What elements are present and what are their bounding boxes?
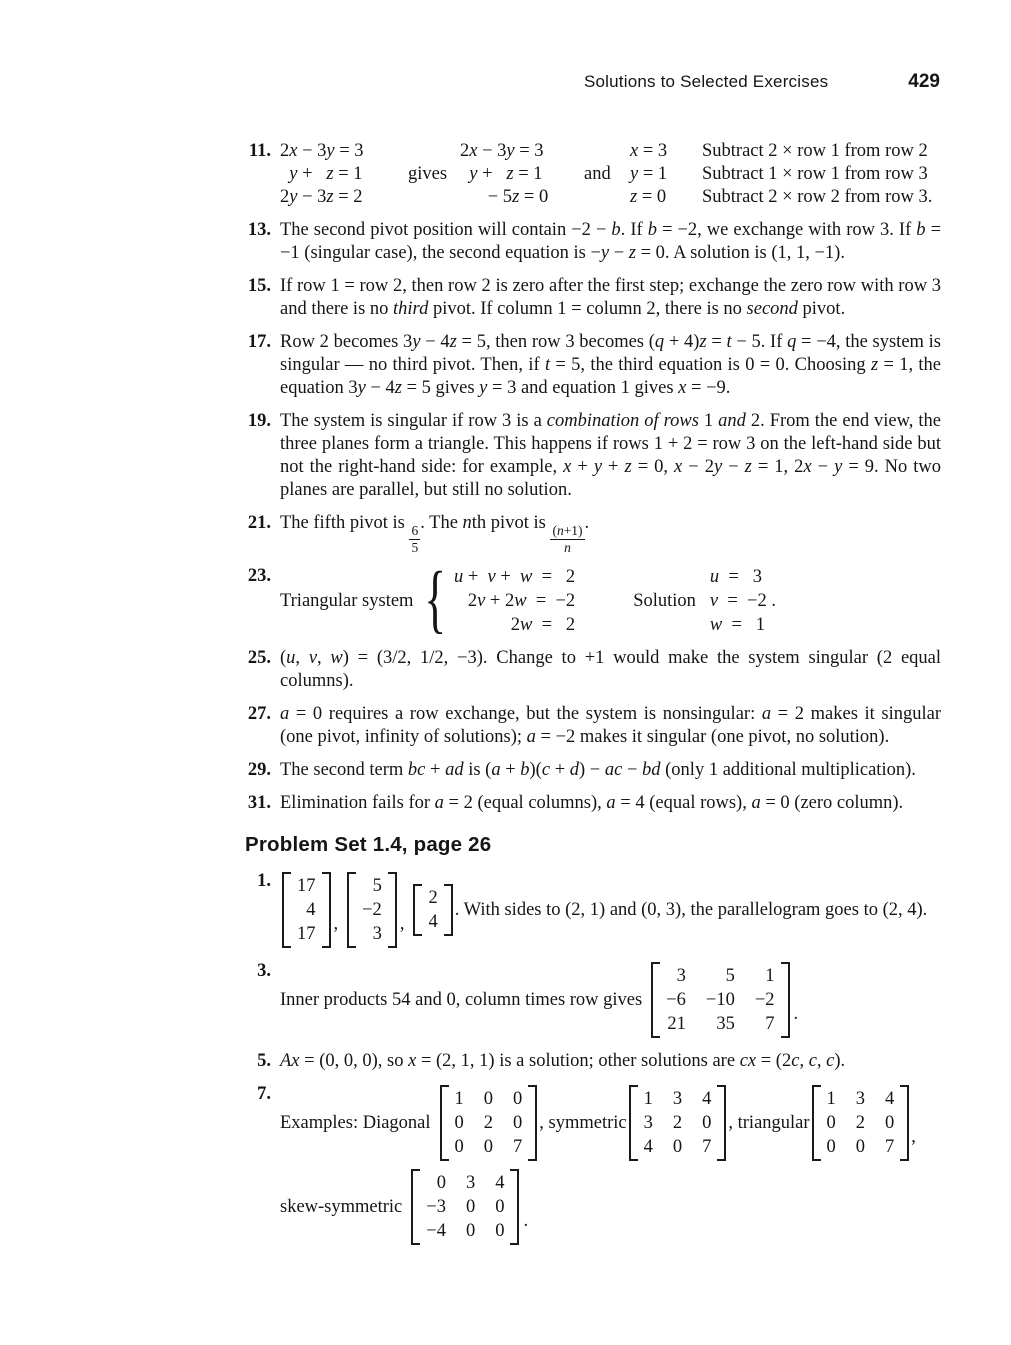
matrix-3x3 — [651, 962, 789, 1038]
problem-25 — [245, 647, 941, 693]
column-vector — [282, 872, 331, 948]
problem-text: Row 2 becomes 3y − 4z = 5, then row 3 becomes (q + 4)z = t − 5. If q = −4, the system is singular — no third pivot. Then, if t = 5, the third equation is 0 = 0. Choosing z = 1, the equation 3y − 4z = 5 gives y = 3 and equation 1 gives x = −9. — [280, 332, 941, 398]
matrix-cell: 0 — [826, 1113, 836, 1134]
section-heading: Problem Set 1.4, page 26 — [245, 833, 492, 857]
solution-label: Solution — [633, 590, 696, 611]
matrix-grid — [425, 1169, 505, 1245]
problem-text: , triangular — [728, 1112, 810, 1133]
matrix-cell: −2 — [754, 990, 775, 1011]
vector-row — [280, 870, 941, 950]
matrix-right-bracket — [510, 1169, 519, 1245]
period: . — [523, 1211, 529, 1232]
page-number: 429 — [908, 71, 940, 92]
matrix-cell: 1 — [643, 1089, 653, 1110]
matrix-row — [280, 1167, 941, 1247]
problem-text: The system is singular if row 3 is a combination of rows 1 and 2. From the end view, the three planes form a triangle. This happens if rows 1 + 2 = row 3 on the left-hand side but not the right-hand side: for example, x + y + z = 0, x − 2y − z = 1, 2x − y = 9. No two planes are parallel, but still no solution. — [280, 411, 942, 500]
matrix-right-bracket — [900, 1085, 909, 1161]
problem-number: 11. — [248, 141, 271, 161]
matrix-grid — [826, 1085, 896, 1161]
matrix-grid — [643, 1085, 713, 1161]
matrix-cell: 2 — [428, 888, 438, 909]
problem-31 — [245, 792, 941, 815]
matrix-cell: 0 — [672, 1137, 683, 1158]
matrix-cell: 0 — [454, 1137, 464, 1158]
matrix-left-bracket — [347, 872, 356, 948]
problem-text: The fifth pivot is $\frac{6}{5}$ . The nth pivot is $\frac{(n+1)}{n}$ . — [280, 513, 590, 556]
matrix-cell: 4 — [643, 1137, 653, 1158]
matrix-cell: 0 — [495, 1197, 505, 1218]
matrix-cell: 4 — [702, 1089, 712, 1110]
matrix-cell: 1 — [826, 1089, 836, 1110]
matrix-cell: 1 — [765, 966, 775, 987]
connector-word: and — [584, 164, 611, 184]
connector-word — [584, 186, 630, 209]
matrix-cell: 4 — [428, 912, 438, 933]
problem-17 — [245, 331, 941, 400]
matrix-cell: 7 — [513, 1137, 523, 1158]
matrix-cell: −6 — [666, 990, 686, 1011]
matrix-cell: 3 — [672, 1089, 683, 1110]
matrix-cell: 4 — [885, 1089, 895, 1110]
matrix-left-bracket — [282, 872, 291, 948]
problem-number: 17. — [247, 332, 271, 352]
matrix-cell: 4 — [495, 1173, 505, 1194]
column-vector — [413, 884, 452, 936]
matrix-row — [280, 1083, 941, 1163]
symmetric-matrix — [629, 1085, 727, 1161]
running-head — [584, 70, 940, 93]
problem-text: The second term bc + ad is (a + b)(c + d) − ac − bd (only 1 additional multiplication). — [280, 760, 916, 781]
matrix-cell: 0 — [483, 1137, 494, 1158]
matrix-cell: 21 — [667, 1014, 686, 1035]
matrix-right-bracket — [717, 1085, 726, 1161]
equation: y + z = 1 — [469, 164, 543, 184]
matrix-left-bracket — [629, 1085, 638, 1161]
system-equations: u + v + w = 2 2v + 2w = −2 2w = 2 — [453, 567, 576, 636]
equation: − 5z = 0 — [460, 187, 549, 207]
problem-11 — [245, 140, 941, 209]
problem-number: 31. — [247, 793, 271, 814]
problem-3 — [245, 960, 941, 1040]
connector-word — [408, 140, 460, 163]
connector-word — [584, 140, 630, 163]
elimination-note: Subtract 2 × row 1 from row 2 — [702, 141, 928, 161]
matrix-cell: 35 — [716, 1014, 735, 1035]
system-label: Triangular system — [280, 590, 414, 611]
matrix-cell: 7 — [885, 1137, 895, 1158]
matrix-grid — [296, 872, 317, 948]
matrix-cell: 0 — [436, 1173, 446, 1194]
matrix-cell: −3 — [426, 1197, 446, 1218]
matrix-cell: 17 — [297, 876, 316, 897]
matrix-cell: 2 — [483, 1113, 494, 1134]
matrix-cell: 5 — [372, 876, 382, 897]
matrix-right-bracket — [781, 962, 790, 1038]
matrix-cell: 0 — [702, 1113, 712, 1134]
equation: 2x − 3y = 3 — [460, 141, 544, 161]
comma-separator: , — [333, 914, 339, 935]
problem-body — [280, 870, 941, 950]
matrix-left-bracket — [440, 1085, 449, 1161]
problem-body — [280, 557, 941, 642]
period: . — [793, 1004, 799, 1025]
matrix-cell: 0 — [513, 1089, 523, 1110]
elimination-note: Subtract 2 × row 2 from row 3. — [702, 187, 933, 207]
running-head-title: Solutions to Selected Exercises — [583, 72, 829, 91]
problem-23 — [245, 557, 941, 642]
matrix-cell: 2 — [855, 1113, 866, 1134]
matrix-cell: 3 — [465, 1173, 476, 1194]
matrix-cell: −2 — [362, 900, 382, 921]
matrix-cell: 7 — [765, 1014, 775, 1035]
comma-separator: , — [399, 914, 405, 935]
matrix-left-bracket — [411, 1169, 420, 1245]
problem-15 — [245, 275, 941, 321]
matrix-cell: 0 — [465, 1197, 476, 1218]
problem-number: 3. — [257, 961, 271, 982]
equation: y = 1 — [630, 164, 668, 184]
problem-text: skew-symmetric — [280, 1196, 403, 1217]
matrix-cell: 3 — [676, 966, 686, 987]
matrix-cell: 4 — [306, 900, 316, 921]
matrix-right-bracket — [444, 884, 453, 936]
problem-number: 1. — [257, 871, 271, 892]
problem-text: The second pivot position will contain −2 − b. If b = −2, we exchange with row 3. If b = −1 (singular case), the second equation is −y − z = 0. A solution is (1, 1, −1). — [280, 220, 942, 263]
problem-text: (u, v, w) = (3/2, 1/2, −3). Change to +1 would make the system singular (2 equal columns). — [280, 648, 942, 692]
matrix-right-bracket — [528, 1085, 537, 1161]
matrix-cell: 3 — [643, 1113, 653, 1134]
problem-text: a = 0 requires a row exchange, but the system is nonsingular: a = 2 makes it singular (one pivot, infinity of solutions); a = −2 makes it singular (one pivot, no solution). — [280, 704, 942, 748]
problem-number: 5. — [257, 1051, 271, 1072]
problem-body — [280, 140, 941, 209]
column-vector — [347, 872, 397, 948]
matrix-grid — [427, 884, 438, 936]
matrix-cell: 5 — [725, 966, 735, 987]
connector-word: gives — [408, 164, 448, 184]
problem-number: 27. — [247, 704, 271, 725]
matrix-right-bracket — [388, 872, 397, 948]
matrix-cell: 0 — [885, 1113, 895, 1134]
matrix-grid — [454, 1085, 524, 1161]
matrix-cell: −4 — [426, 1221, 446, 1242]
problem-number: 29. — [247, 760, 271, 781]
diagonal-matrix — [440, 1085, 538, 1161]
problem-text: Elimination fails for a = 2 (equal columns), a = 4 (equal rows), a = 0 (zero column). — [280, 793, 904, 814]
curly-brace: { — [424, 557, 447, 642]
problem-number: 15. — [247, 276, 271, 296]
problem-text: Ax = (0, 0, 0), so x = (2, 1, 1) is a solution; other solutions are cx = (2c, c, c). — [280, 1051, 846, 1072]
matrix-cell: 1 — [454, 1089, 464, 1110]
problem-number: 7. — [257, 1084, 271, 1105]
elimination-note: Subtract 1 × row 1 from row 3 — [702, 164, 928, 184]
problem-number: 25. — [247, 648, 271, 669]
matrix-grid — [361, 872, 383, 948]
matrix-row — [280, 960, 941, 1040]
matrix-left-bracket — [812, 1085, 821, 1161]
comma-separator: , — [911, 1127, 916, 1148]
matrix-cell: 0 — [826, 1137, 836, 1158]
skew-symmetric-matrix — [411, 1169, 519, 1245]
problem-number: 19. — [247, 411, 271, 431]
matrix-cell: −10 — [705, 990, 735, 1011]
matrix-right-bracket — [322, 872, 331, 948]
matrix-cell: 0 — [454, 1113, 464, 1134]
matrix-cell: 17 — [297, 924, 316, 945]
problem-19 — [245, 410, 941, 502]
solution-values: u = 3 v = −2 . w = 1 — [709, 567, 776, 636]
problem-body — [280, 1083, 941, 1247]
triangular-matrix — [812, 1085, 910, 1161]
matrix-left-bracket — [413, 884, 422, 936]
problem-27 — [245, 703, 941, 749]
problem-29 — [245, 759, 941, 782]
problem-number: 23. — [247, 566, 271, 587]
equation: y + z = 1 — [289, 164, 363, 184]
problem-text: , symmetric — [539, 1112, 627, 1133]
problem-text: Examples: Diagonal — [280, 1112, 431, 1133]
connector-word — [408, 186, 460, 209]
problem-5 — [245, 1050, 941, 1073]
equation: x = 3 — [630, 141, 668, 161]
triangular-system — [280, 557, 941, 642]
matrix-grid — [665, 962, 775, 1038]
problem-1 — [245, 870, 941, 950]
problem-21 — [245, 512, 941, 555]
matrix-cell: 7 — [702, 1137, 712, 1158]
equation: z = 0 — [630, 187, 667, 207]
problem-text: Inner products 54 and 0, column times row gives — [280, 989, 643, 1010]
problem-number: 21. — [247, 513, 271, 533]
problem-number: 13. — [247, 220, 271, 240]
problem-body — [280, 960, 941, 1040]
matrix-cell: 2 — [672, 1113, 683, 1134]
matrix-cell: 0 — [855, 1137, 866, 1158]
matrix-cell: 0 — [483, 1089, 494, 1110]
matrix-cell: 0 — [495, 1221, 505, 1242]
matrix-left-bracket — [651, 962, 660, 1038]
matrix-cell: 0 — [513, 1113, 523, 1134]
matrix-cell: 3 — [372, 924, 382, 945]
matrix-cell: 0 — [465, 1221, 476, 1242]
equation: 2x − 3y = 3 — [280, 141, 364, 161]
problem-text: If row 1 = row 2, then row 2 is zero after the first step; exchange the zero row with row 3 and there is no third pivot. If column 1 = column 2, there is no second pivot. — [280, 276, 941, 319]
problem-7 — [245, 1083, 941, 1247]
problem-13 — [245, 219, 941, 265]
equation-system-grid — [280, 140, 941, 209]
matrix-cell: 3 — [855, 1089, 866, 1110]
equation: 2y − 3z = 2 — [280, 187, 363, 207]
problem-text: . With sides to (2, 1) and (0, 3), the parallelogram goes to (2, 4). — [454, 899, 928, 920]
